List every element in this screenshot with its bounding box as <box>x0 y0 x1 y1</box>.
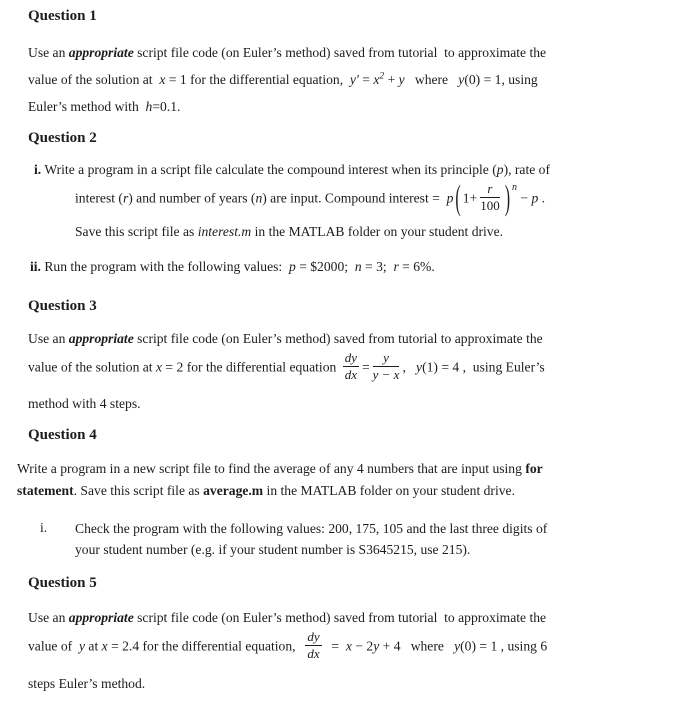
emphasized-word: appropriate <box>68 610 134 625</box>
text-run: . Save this script file as <box>73 483 204 498</box>
text-run: (0) = 1 , using 6 <box>460 638 548 654</box>
text-run: = 1 for the differential equation, <box>165 72 350 87</box>
text-run: value of <box>28 638 79 654</box>
text-run: where <box>404 72 459 87</box>
text-run: where <box>400 638 455 654</box>
q4-item-line-1: Check the program with the following values: 200, 175, 105 and the last three digits of <box>75 521 548 536</box>
text-run: Run the program with the following values: <box>40 259 289 274</box>
numerator: dy <box>344 350 357 365</box>
text-run: = $2000; <box>295 259 355 274</box>
q3-line-2 <box>28 350 664 384</box>
item-label: i. <box>34 162 42 177</box>
q3-line-1 <box>28 330 664 347</box>
denominator: dx <box>344 367 357 382</box>
q2-item-i-line-1 <box>34 161 664 178</box>
text-run: value of the solution at <box>28 72 160 87</box>
text-run: . <box>538 190 546 206</box>
text-run: − <box>517 190 532 206</box>
file-name: average.m <box>203 483 264 498</box>
keyword: for <box>525 461 543 476</box>
q4-line-2 <box>17 482 664 499</box>
q2-item-ii-line <box>30 258 664 275</box>
math-var: y <box>416 359 423 375</box>
denominator: 100 <box>480 198 500 213</box>
numerator: y <box>373 351 400 367</box>
math-var: r <box>393 259 399 274</box>
text-run: + 4 <box>379 638 401 654</box>
math-var: x <box>373 72 380 87</box>
math-var: x <box>345 638 352 654</box>
numerator: dy <box>307 629 320 644</box>
math-var: r <box>122 190 129 206</box>
q4-item-line-2: your student number (e.g. if your student number is S3645215, use 215). <box>75 542 471 557</box>
numerator: r <box>480 182 500 198</box>
text-run: − 2 <box>351 638 374 654</box>
text-run: ) and number of years ( <box>128 190 256 206</box>
math-var: p <box>446 190 454 206</box>
text-run: ) are input. Compound interest = <box>262 190 447 206</box>
text-run: ), rate of <box>503 162 550 177</box>
math-var: p <box>531 190 539 206</box>
question-5-heading: Question 5 <box>28 575 97 591</box>
question-3-heading: Question 3 <box>28 298 97 314</box>
denominator: y − x <box>372 367 400 382</box>
math-var: p <box>496 162 504 177</box>
question-2-heading: Question 2 <box>28 130 97 146</box>
text-run: (1) = 4 , using Euler’s <box>422 359 545 375</box>
text-run: script file code (on Euler’s method) saved from tutorial to approximate the <box>133 331 543 346</box>
text-run: in the MATLAB folder on your student drive. <box>251 224 504 239</box>
math-var: p <box>289 259 296 274</box>
text-run: Use an <box>28 45 69 60</box>
item-label: i. <box>40 520 48 535</box>
math-var: y <box>373 638 380 654</box>
q4-item-text <box>75 520 664 558</box>
fraction <box>373 351 400 382</box>
emphasized-word: appropriate <box>68 331 134 346</box>
text-run: Write a program in a script file calculate the compound interest when its principle ( <box>41 162 497 177</box>
math-var: x <box>155 359 163 375</box>
text-run: script file code (on Euler’s method) saved from tutorial to approximate the <box>133 45 547 60</box>
text-run: = 3; <box>361 259 394 274</box>
q3-line-3 <box>28 395 664 412</box>
big-paren-left: ( <box>455 180 461 218</box>
superscript: 2 <box>379 71 385 82</box>
math-var: n <box>255 190 263 206</box>
q4-paragraph <box>17 460 664 499</box>
text-run: Use an <box>28 331 69 346</box>
question-1-heading: Question 1 <box>28 8 97 24</box>
text-run: = 2 for the differential equation <box>162 359 340 375</box>
text-run: , <box>402 359 417 375</box>
text-run: = 6%. <box>398 259 435 274</box>
text-run: Write a program in a new script file to find the average of any 4 numbers that are input using <box>17 461 526 476</box>
question-3-section <box>28 297 664 412</box>
text-run: = <box>358 72 374 87</box>
math-var: y <box>398 72 405 87</box>
text-run: value of the solution at <box>28 359 156 375</box>
text-run: Save this script file as <box>75 224 198 239</box>
q5-line-1 <box>28 609 664 626</box>
text-run: interest ( <box>75 190 123 206</box>
math-var: y <box>458 72 465 87</box>
text-run: (0) = 1, using <box>464 72 538 87</box>
question-1-section <box>28 7 664 115</box>
q4-item-i <box>40 520 664 558</box>
math-var: y <box>78 638 86 654</box>
text-run: =0.1. <box>152 99 181 114</box>
file-name: interest.m <box>197 224 252 239</box>
question-5-section <box>28 574 664 692</box>
question-4-heading: Question 4 <box>28 427 97 443</box>
text-run: 1+ <box>462 190 478 206</box>
question-2-section <box>28 129 664 275</box>
text-run: steps Euler’s method. <box>28 676 146 691</box>
fraction <box>305 630 321 661</box>
text-run: Euler’s method with <box>28 99 146 114</box>
text-run: at <box>85 638 102 654</box>
keyword: statement <box>17 483 74 498</box>
text-run: script file code (on Euler’s method) saved from tutorial to approximate the <box>133 610 547 625</box>
q1-line-1 <box>28 44 664 61</box>
q2-item-i-line-3 <box>75 223 664 240</box>
equals-sign: = <box>361 359 370 375</box>
text-run: method with 4 steps. <box>28 396 141 411</box>
math-var: n <box>354 259 362 274</box>
text-run: + <box>384 72 399 87</box>
math-var: y <box>454 638 461 654</box>
emphasized-word: appropriate <box>68 45 134 60</box>
math-var: y′ <box>349 72 359 87</box>
q5-line-3 <box>28 675 664 692</box>
math-var: h <box>145 99 153 114</box>
fraction <box>480 182 500 213</box>
q2-item-i-line-2 <box>75 180 664 218</box>
math-var: x <box>101 638 108 654</box>
denominator: dx <box>307 646 320 661</box>
question-4-section <box>17 426 664 558</box>
text-run: Use an <box>28 610 69 625</box>
equals-sign: = <box>324 638 346 654</box>
text-run: in the MATLAB folder on your student drive. <box>263 483 515 498</box>
item-label: ii. <box>30 259 41 274</box>
exponent: n <box>512 181 518 193</box>
big-paren-right: ) <box>504 180 511 218</box>
q5-line-2 <box>28 629 664 663</box>
q4-line-1 <box>17 460 664 477</box>
text-run: = 2.4 for the differential equation, <box>107 638 303 654</box>
q1-line-2 <box>28 71 664 88</box>
math-var: x <box>159 72 166 87</box>
fraction <box>343 351 359 382</box>
q1-line-3 <box>28 98 664 115</box>
